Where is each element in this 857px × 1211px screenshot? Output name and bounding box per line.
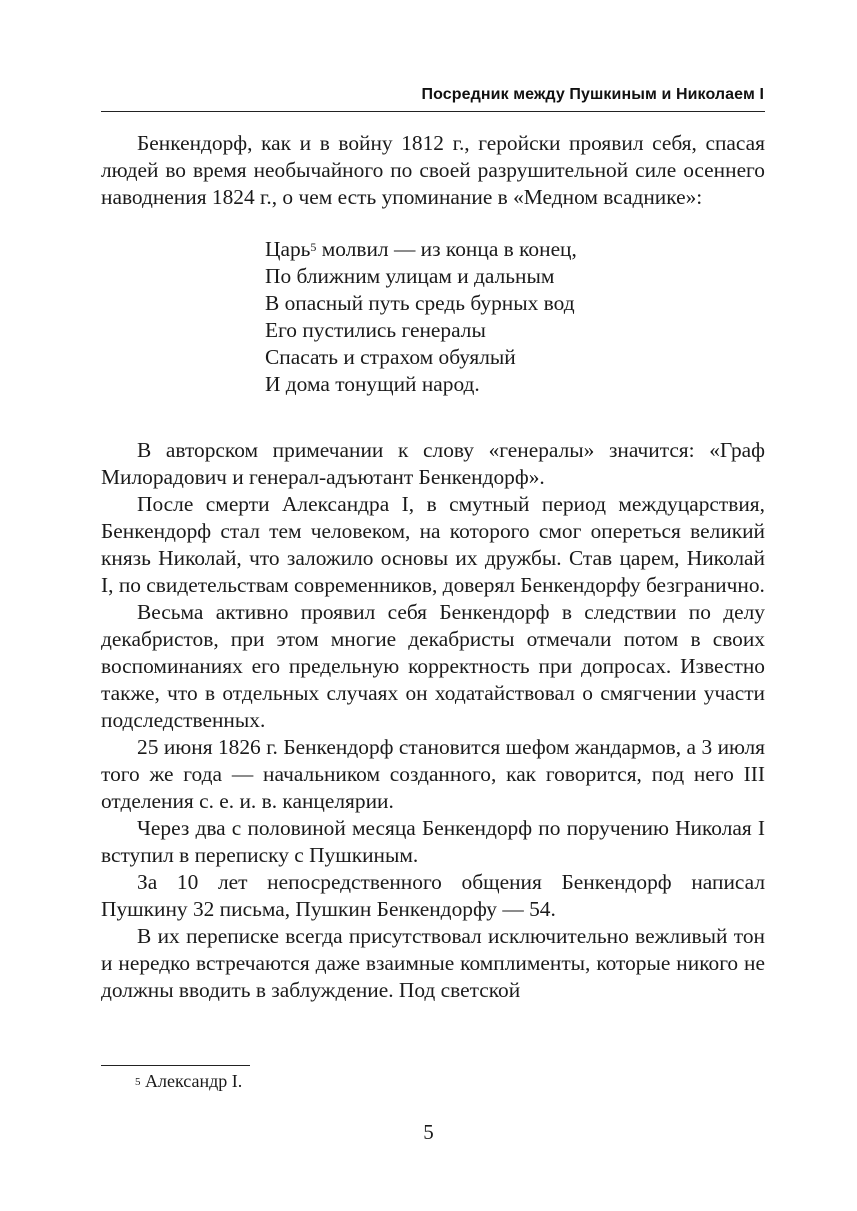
- paragraph-3: После смерти Александра I, в смутный период междуцарствия, Бенкендорф стал тем человеком, на которого смог опереться великий князь Николай, что заложило основы их дружбы. Став царем, Николай I, по свидетельствам современников, доверял Бенкендорфу безгранично.: [101, 492, 765, 597]
- page-number: 5: [423, 1120, 434, 1144]
- verse-line-5: Спасать и страхом обуялый: [265, 345, 516, 369]
- header-rule: [101, 111, 765, 112]
- paragraph-6: Через два с половиной месяца Бенкендорф по поручению Николая I вступил в переписку с Пушкиным.: [101, 816, 765, 867]
- footnote-rule: [101, 1065, 250, 1066]
- verse-line-1: [265, 236, 765, 263]
- footnote-number: 5: [135, 1076, 141, 1088]
- running-header: Посредник между Пушкиным и Николаем I: [421, 86, 764, 103]
- footnote-text: Александр I.: [140, 1071, 243, 1091]
- verse-line-4: Его пустились генералы: [265, 318, 486, 342]
- paragraph-8: В их переписке всегда присутствовал исключительно вежливый тон и нередко встречаются даже взаимные комплименты, которые никого не должны вводить в заблуждение. Под светской: [101, 924, 765, 1002]
- verse-line-6: И дома тонущий народ.: [265, 372, 480, 396]
- paragraph-2: В авторском примечании к слову «генералы» значится: «Граф Милорадович и генерал-адъютант Бенкендорф».: [101, 438, 765, 489]
- footnote-reference: 5: [310, 240, 317, 254]
- verse-line-1-word: Царь: [265, 237, 311, 261]
- paragraph-4: Весьма активно проявил себя Бенкендорф в следствии по делу декабристов, при этом многие декабристы отмечали потом в своих воспоминаниях его предельную корректность при допросах. Известно также, что в отдельных случаях он ходатайствовал о смягчении участи подследственных.: [101, 600, 765, 732]
- paragraph-1: Бенкендорф, как и в войну 1812 г., геройски проявил себя, спасая людей во время необычайного по своей разрушительной силе осеннего наводнения 1824 г., о чем есть упоминание в «Медном всаднике»:: [101, 131, 765, 209]
- paragraph-7: За 10 лет непосредственного общения Бенкендорф написал Пушкину 32 письма, Пушкин Бенкендорфу — 54.: [101, 870, 765, 921]
- footnote: [135, 1069, 242, 1093]
- paragraph-5: 25 июня 1826 г. Бенкендорф становится шефом жандармов, а 3 июля того же года — начальником созданного, как говорится, под него III отделения с. е. и. в. канцелярии.: [101, 735, 765, 813]
- verse-line-2: По ближним улицам и дальным: [265, 264, 555, 288]
- main-text: [101, 130, 765, 1004]
- verse-line-3: В опасный путь средь бурных вод: [265, 291, 575, 315]
- verse-line-1-rest: молвил — из конца в конец,: [316, 237, 577, 261]
- verse-quote: [265, 236, 765, 398]
